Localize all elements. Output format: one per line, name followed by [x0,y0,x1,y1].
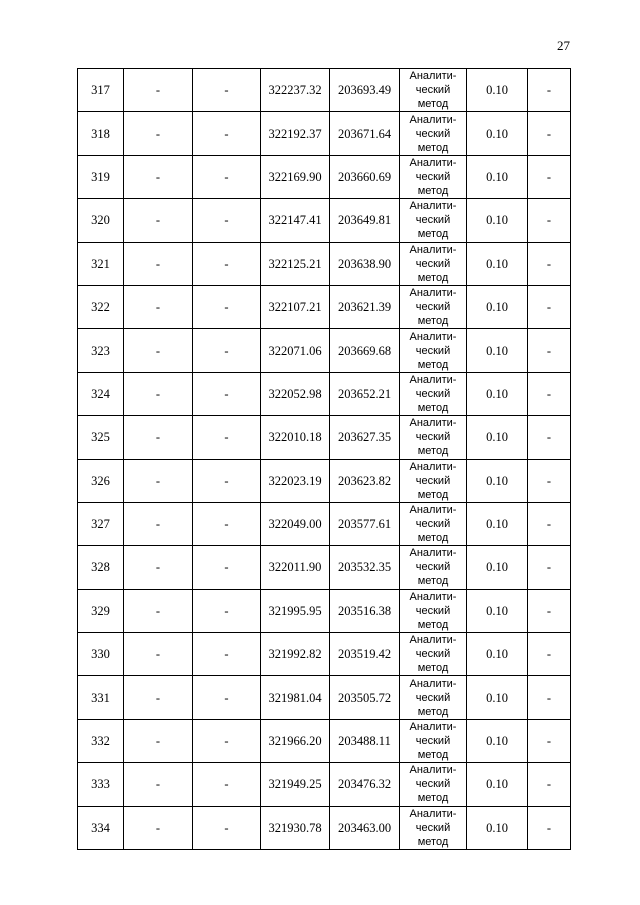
accuracy-cell: 0.10 [467,69,528,112]
old-y-cell: - [193,69,261,112]
table-row [78,633,571,676]
note-cell: - [528,806,571,849]
note-cell: - [528,763,571,806]
method-text-line: Аналити- [409,634,457,647]
accuracy-cell: 0.10 [467,242,528,285]
note-cell: - [528,546,571,589]
old-x-cell: - [124,285,193,328]
accuracy-cell: 0.10 [467,676,528,719]
old-y-cell: - [193,589,261,632]
method-text-line: ческий [415,170,451,183]
old-x-cell: - [124,806,193,849]
old-x-cell: - [124,329,193,372]
accuracy-cell: 0.10 [467,199,528,242]
point-number-cell: 323 [78,329,124,372]
method-cell [400,676,467,719]
method-text-line: Аналити- [409,287,457,300]
old-y-cell: - [193,416,261,459]
point-number-cell: 331 [78,676,124,719]
accuracy-cell: 0.10 [467,155,528,198]
old-y-cell: - [193,633,261,676]
y-coordinate-cell: 203505.72 [330,676,400,719]
method-text-line: Аналити- [409,417,457,430]
method-text-line: метод [417,792,449,805]
note-cell: - [528,459,571,502]
method-text-line: метод [417,662,449,675]
x-coordinate-cell: 322011.90 [261,546,330,589]
point-number-cell: 332 [78,719,124,762]
method-cell [400,155,467,198]
point-number-cell: 318 [78,112,124,155]
method-text-line: Аналити- [409,504,457,517]
table-row [78,155,571,198]
old-x-cell: - [124,155,193,198]
method-text-line: ческий [415,604,451,617]
x-coordinate-cell: 321992.82 [261,633,330,676]
point-number-cell: 326 [78,459,124,502]
table-row [78,199,571,242]
x-coordinate-cell: 321981.04 [261,676,330,719]
method-text-line: ческий [415,561,451,574]
x-coordinate-cell: 321995.95 [261,589,330,632]
old-y-cell: - [193,112,261,155]
y-coordinate-cell: 203649.81 [330,199,400,242]
old-x-cell: - [124,546,193,589]
point-number-cell: 321 [78,242,124,285]
method-text-line: ческий [415,518,451,531]
method-cell [400,69,467,112]
y-coordinate-cell: 203621.39 [330,285,400,328]
method-text-line: Аналити- [409,156,457,169]
method-text-line: метод [417,532,449,545]
method-text-line: метод [417,315,449,328]
accuracy-cell: 0.10 [467,633,528,676]
method-text-line: метод [417,445,449,458]
old-y-cell: - [193,502,261,545]
y-coordinate-cell: 203463.00 [330,806,400,849]
method-text-line: метод [417,401,449,414]
table-row [78,285,571,328]
x-coordinate-cell: 322107.21 [261,285,330,328]
method-text-line: метод [417,141,449,154]
accuracy-cell: 0.10 [467,502,528,545]
method-text-line: ческий [415,691,451,704]
method-cell [400,546,467,589]
point-number-cell: 329 [78,589,124,632]
note-cell: - [528,633,571,676]
method-text-line: метод [417,271,449,284]
y-coordinate-cell: 203627.35 [330,416,400,459]
table-row [78,546,571,589]
y-coordinate-cell: 203476.32 [330,763,400,806]
note-cell: - [528,719,571,762]
note-cell: - [528,502,571,545]
method-text-line: Аналити- [409,547,457,560]
x-coordinate-cell: 322147.41 [261,199,330,242]
table-row [78,676,571,719]
table-row [78,763,571,806]
old-x-cell: - [124,589,193,632]
method-text-line: метод [417,835,449,848]
accuracy-cell: 0.10 [467,546,528,589]
y-coordinate-cell: 203516.38 [330,589,400,632]
note-cell: - [528,416,571,459]
x-coordinate-cell: 322192.37 [261,112,330,155]
accuracy-cell: 0.10 [467,285,528,328]
method-cell [400,199,467,242]
y-coordinate-cell: 203671.64 [330,112,400,155]
point-number-cell: 319 [78,155,124,198]
accuracy-cell: 0.10 [467,416,528,459]
method-text-line: ческий [415,214,451,227]
old-x-cell: - [124,459,193,502]
note-cell: - [528,676,571,719]
method-cell [400,112,467,155]
method-text-line: ческий [415,344,451,357]
method-text-line: метод [417,575,449,588]
old-y-cell: - [193,546,261,589]
accuracy-cell: 0.10 [467,459,528,502]
x-coordinate-cell: 322237.32 [261,69,330,112]
note-cell: - [528,199,571,242]
method-cell [400,329,467,372]
old-y-cell: - [193,763,261,806]
method-cell [400,589,467,632]
table-row [78,416,571,459]
x-coordinate-cell: 322071.06 [261,329,330,372]
method-cell [400,242,467,285]
y-coordinate-cell: 203660.69 [330,155,400,198]
method-cell [400,502,467,545]
method-text-line: ческий [415,778,451,791]
accuracy-cell: 0.10 [467,763,528,806]
point-number-cell: 322 [78,285,124,328]
coordinates-table [77,68,571,850]
old-x-cell: - [124,763,193,806]
x-coordinate-cell: 322010.18 [261,416,330,459]
accuracy-cell: 0.10 [467,806,528,849]
old-y-cell: - [193,285,261,328]
method-text-line: ческий [415,301,451,314]
old-y-cell: - [193,719,261,762]
y-coordinate-cell: 203577.61 [330,502,400,545]
method-text-line: Аналити- [409,200,457,213]
coordinates-table-body [78,69,571,850]
method-text-line: ческий [415,735,451,748]
method-cell [400,416,467,459]
method-text-line: ческий [415,84,451,97]
old-y-cell: - [193,329,261,372]
note-cell: - [528,112,571,155]
old-x-cell: - [124,69,193,112]
method-text-line: ческий [415,474,451,487]
accuracy-cell: 0.10 [467,589,528,632]
page-number: 27 [557,38,570,53]
method-text-line: ческий [415,127,451,140]
method-text-line: Аналити- [409,807,457,820]
x-coordinate-cell: 321949.25 [261,763,330,806]
old-y-cell: - [193,806,261,849]
table-row [78,242,571,285]
table-row [78,112,571,155]
y-coordinate-cell: 203669.68 [330,329,400,372]
x-coordinate-cell: 322023.19 [261,459,330,502]
old-x-cell: - [124,416,193,459]
x-coordinate-cell: 322052.98 [261,372,330,415]
method-text-line: ческий [415,387,451,400]
old-x-cell: - [124,633,193,676]
y-coordinate-cell: 203638.90 [330,242,400,285]
note-cell: - [528,242,571,285]
accuracy-cell: 0.10 [467,329,528,372]
table-row [78,372,571,415]
y-coordinate-cell: 203623.82 [330,459,400,502]
point-number-cell: 330 [78,633,124,676]
method-text-line: метод [417,749,449,762]
point-number-cell: 333 [78,763,124,806]
method-text-line: ческий [415,431,451,444]
accuracy-cell: 0.10 [467,372,528,415]
method-text-line: Аналити- [409,590,457,603]
y-coordinate-cell: 203693.49 [330,69,400,112]
method-text-line: Аналити- [409,373,457,386]
point-number-cell: 325 [78,416,124,459]
old-x-cell: - [124,199,193,242]
old-x-cell: - [124,112,193,155]
note-cell: - [528,589,571,632]
old-y-cell: - [193,199,261,242]
method-cell [400,719,467,762]
point-number-cell: 320 [78,199,124,242]
old-y-cell: - [193,676,261,719]
note-cell: - [528,372,571,415]
old-x-cell: - [124,719,193,762]
old-y-cell: - [193,459,261,502]
method-text-line: метод [417,618,449,631]
method-text-line: Аналити- [409,113,457,126]
method-text-line: метод [417,488,449,501]
old-y-cell: - [193,242,261,285]
old-x-cell: - [124,502,193,545]
point-number-cell: 324 [78,372,124,415]
y-coordinate-cell: 203652.21 [330,372,400,415]
method-text-line: метод [417,358,449,371]
note-cell: - [528,285,571,328]
y-coordinate-cell: 203488.11 [330,719,400,762]
accuracy-cell: 0.10 [467,112,528,155]
old-x-cell: - [124,242,193,285]
point-number-cell: 328 [78,546,124,589]
table-row [78,589,571,632]
method-cell [400,459,467,502]
method-text-line: ческий [415,648,451,661]
method-text-line: метод [417,705,449,718]
method-text-line: Аналити- [409,764,457,777]
method-cell [400,763,467,806]
x-coordinate-cell: 322125.21 [261,242,330,285]
y-coordinate-cell: 203532.35 [330,546,400,589]
method-cell [400,372,467,415]
method-text-line: ческий [415,821,451,834]
method-text-line: Аналити- [409,460,457,473]
method-cell [400,285,467,328]
x-coordinate-cell: 321966.20 [261,719,330,762]
method-text-line: метод [417,184,449,197]
y-coordinate-cell: 203519.42 [330,633,400,676]
accuracy-cell: 0.10 [467,719,528,762]
old-x-cell: - [124,372,193,415]
note-cell: - [528,329,571,372]
point-number-cell: 334 [78,806,124,849]
x-coordinate-cell: 322169.90 [261,155,330,198]
method-cell [400,633,467,676]
table-row [78,806,571,849]
method-text-line: Аналити- [409,330,457,343]
note-cell: - [528,155,571,198]
method-text-line: Аналити- [409,677,457,690]
x-coordinate-cell: 322049.00 [261,502,330,545]
old-y-cell: - [193,372,261,415]
point-number-cell: 317 [78,69,124,112]
table-row [78,719,571,762]
method-text-line: Аналити- [409,721,457,734]
old-x-cell: - [124,676,193,719]
table-row [78,502,571,545]
method-text-line: Аналити- [409,243,457,256]
table-row [78,459,571,502]
note-cell: - [528,69,571,112]
method-text-line: метод [417,228,449,241]
method-text-line: Аналити- [409,70,457,83]
method-cell [400,806,467,849]
method-text-line: ческий [415,257,451,270]
table-row [78,69,571,112]
method-text-line: метод [417,98,449,111]
old-y-cell: - [193,155,261,198]
x-coordinate-cell: 321930.78 [261,806,330,849]
point-number-cell: 327 [78,502,124,545]
table-row [78,329,571,372]
